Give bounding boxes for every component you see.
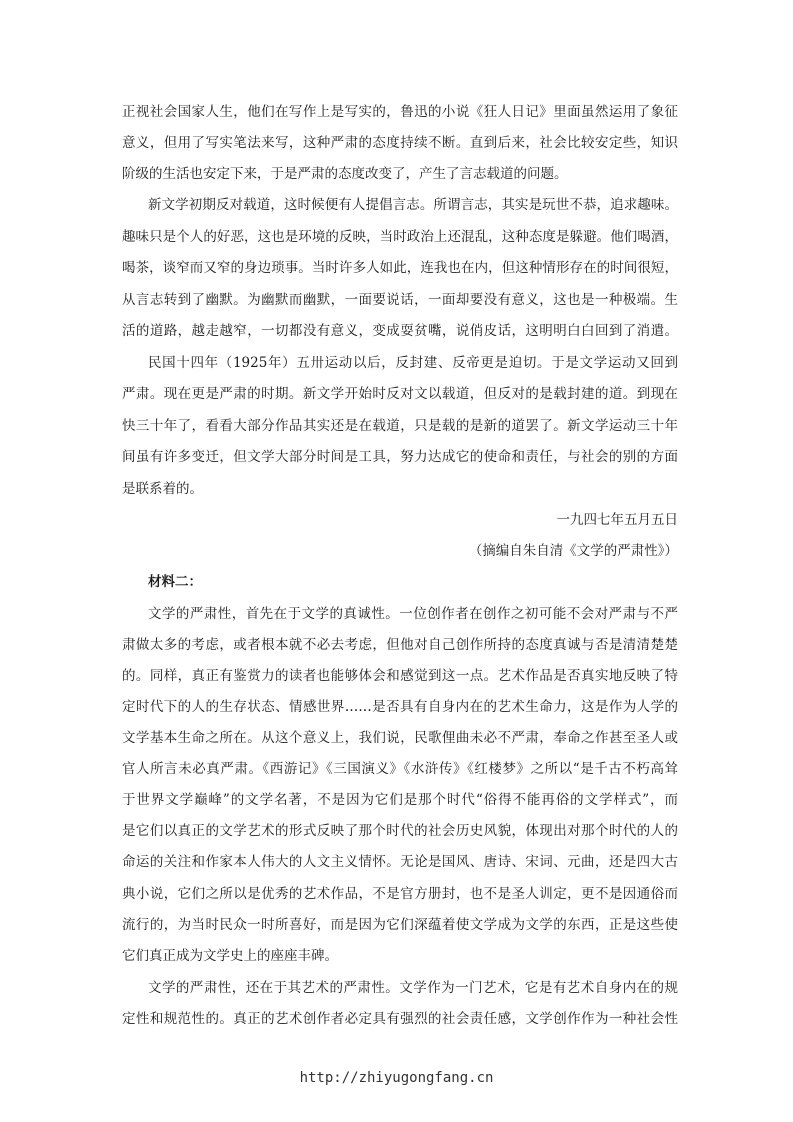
paragraph-line: 定时代下的人的生存状态、情感世界……是否具有自身内在的艺术生命力，这是作为人学的 <box>122 699 678 715</box>
paragraph-line: 活的道路，越走越窄，一切都没有意义，变成耍贫嘴，说俏皮话，这明明白白回到了消遣。 <box>122 323 678 339</box>
paragraph-line: 民国十四年（1925年）五卅运动以后，反封建、反帝更是迫切。于是文学运动又回到 <box>148 355 678 371</box>
date-line: 一九四七年五月五日 <box>556 512 678 528</box>
paragraph-line: 间虽有许多变迁，但文学大部分时间是工具，努力达成它的使命和责任，与社会的别的方面 <box>122 449 678 465</box>
paragraph-line: 的。同样，真正有鉴赏力的读者也能够体会和感觉到这一点。艺术作品是否真实地反映了特 <box>122 668 678 684</box>
paragraph-line: 官人所言未必真严肃。《西游记》《三国演义》《水浒传》《红楼梦》之所以“是千古不朽高耸 <box>122 761 678 777</box>
paragraph-line: 喝茶，谈窄而又窄的身边琐事。当时许多人如此，连我也在内，但这种情形存在的时间很短， <box>122 260 678 276</box>
paragraph-line: 正视社会国家人生，他们在写作上是写实的，鲁迅的小说《狂人日记》里面虽然运用了象征 <box>122 104 678 120</box>
material-heading: 材料二： <box>148 574 202 590</box>
paragraph-line: 是联系着的。 <box>122 481 203 497</box>
paragraph-line: 文学基本生命之所在。从这个意义上，我们说，民歌俚曲未必不严肃，奉命之作甚至圣人或 <box>122 730 678 746</box>
paragraph-line: 文学的严肃性，还在于其艺术的严肃性。文学作为一门艺术，它是有艺术自身内在的规 <box>148 980 678 996</box>
paragraph-line: 文学的严肃性，首先在于文学的真诚性。一位创作者在创作之初可能不会对严肃与不严 <box>148 606 678 622</box>
paragraph-line: 是它们以真正的文学艺术的形式反映了那个时代的社会历史风貌，体现出对那个时代的人的 <box>122 823 678 839</box>
paragraph-line: 命运的关注和作家本人伟大的人文主义情怀。无论是国风、唐诗、宋词、元曲，还是四大古 <box>122 854 678 870</box>
paragraph-line: 意义，但用了写实笔法来写，这种严肃的态度持续不断。直到后来，社会比较安定些，知识 <box>122 135 678 151</box>
paragraph-line: 新文学初期反对载道，这时候便有人提倡言志。所谓言志，其实是玩世不恭，追求趣味。 <box>148 197 678 213</box>
paragraph-line: 典小说，它们之所以是优秀的艺术作品，不是官方册封，也不是圣人训定，更不是因通俗而 <box>122 886 678 902</box>
paragraph-line: 定性和规范性的。真正的艺术创作者必定具有强烈的社会责任感，文学创作作为一种社会性 <box>122 1011 678 1027</box>
source-citation: （摘编自朱自清《文学的严肃性》） <box>468 543 678 559</box>
paragraph-line: 严肃。现在更是严肃的时期。新文学开始时反对文以载道，但反对的是载封建的道。到现在 <box>122 386 678 402</box>
paragraph-line: 趣味只是个人的好恶，这也是环境的反映，当时政治上还混乱，这种态度是躲避。他们喝酒， <box>122 229 678 245</box>
paragraph-line: 快三十年了，看看大部分作品其实还是在载道，只是载的是新的道罢了。新文学运动三十年 <box>122 418 678 434</box>
paragraph-line: 肃做太多的考虑，或者根本就不必去考虑，但他对自己创作所持的态度真诚与否是清清楚楚 <box>122 637 678 653</box>
paragraph-line: 阶级的生活也安定下来，于是严肃的态度改变了，产生了言志载道的问题。 <box>122 166 568 182</box>
paragraph-line: 于世界文学巅峰”的文学名著，不是因为它们是那个时代“俗得不能再俗的文学样式”，而 <box>122 792 678 808</box>
paragraph-line: 它们真正成为文学史上的座座丰碑。 <box>122 948 338 964</box>
footer-url: http://zhiyugongfang.cn <box>299 1070 494 1086</box>
paragraph-line: 从言志转到了幽默。为幽默而幽默，一面要说话，一面却要没有意义，这也是一种极端。生 <box>122 292 678 308</box>
paragraph-line: 流行的，为当时民众一时所喜好，而是因为它们深蕴着使文学成为文学的东西，正是这些使 <box>122 917 678 933</box>
